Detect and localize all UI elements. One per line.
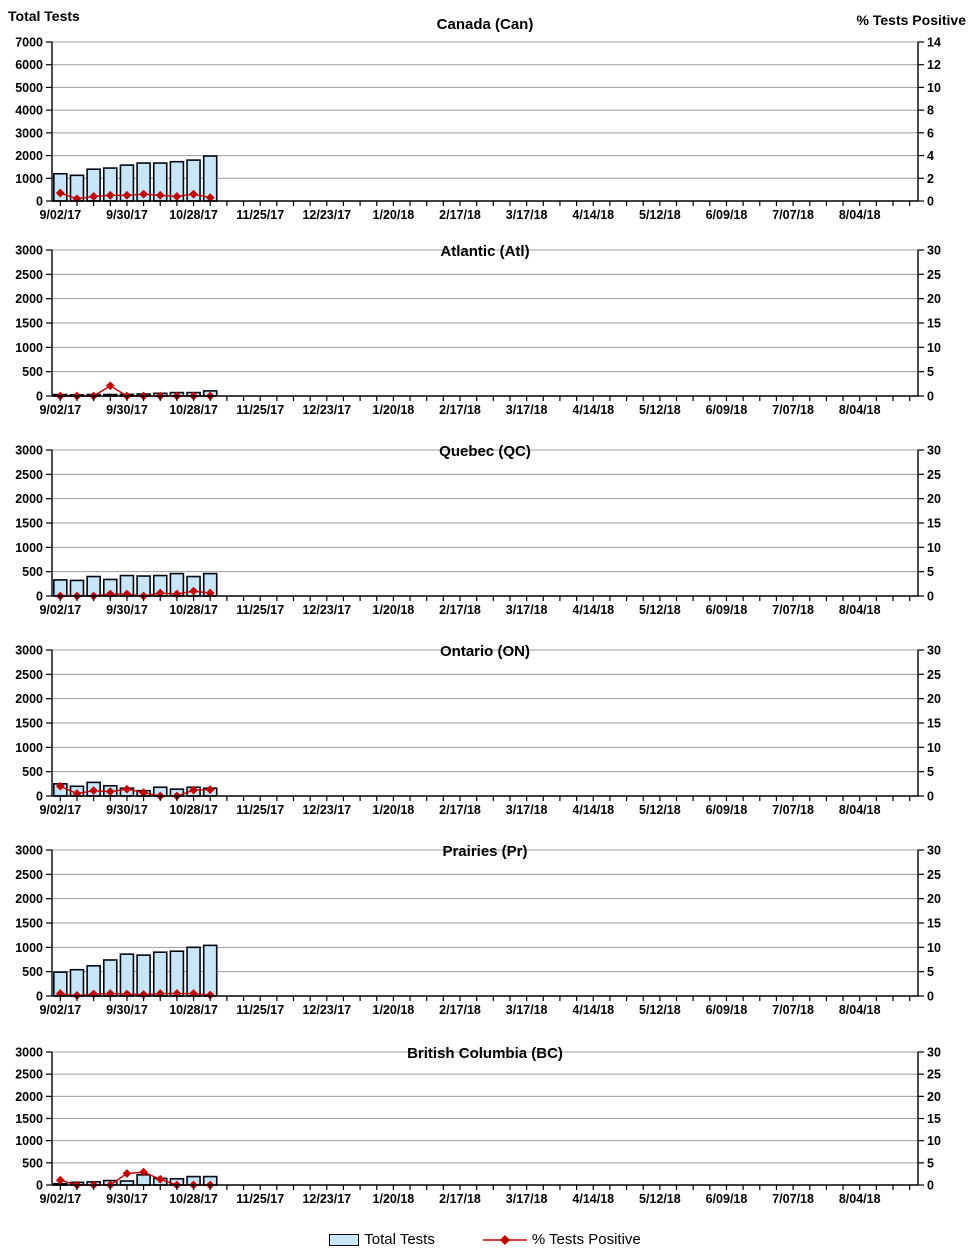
svg-text:10/28/17: 10/28/17 <box>169 803 218 817</box>
svg-text:2: 2 <box>927 171 934 186</box>
svg-text:14: 14 <box>927 35 941 50</box>
svg-text:0: 0 <box>927 389 934 404</box>
svg-text:25: 25 <box>927 667 941 682</box>
svg-text:5/12/18: 5/12/18 <box>639 1192 681 1206</box>
svg-text:7/07/18: 7/07/18 <box>772 803 814 817</box>
svg-text:2000: 2000 <box>15 149 43 164</box>
svg-text:1/20/18: 1/20/18 <box>372 1192 415 1206</box>
svg-text:7/07/18: 7/07/18 <box>772 1003 814 1017</box>
svg-text:1/20/18: 1/20/18 <box>372 1003 415 1017</box>
svg-text:2/17/18: 2/17/18 <box>439 208 481 222</box>
svg-text:9/02/17: 9/02/17 <box>39 1192 82 1206</box>
svg-text:2000: 2000 <box>15 292 43 307</box>
svg-text:4/14/18: 4/14/18 <box>572 1192 615 1206</box>
chart-british-columbia <box>0 1035 970 1221</box>
svg-text:10: 10 <box>927 1134 941 1149</box>
svg-text:Canada (Can): Canada (Can) <box>436 16 534 33</box>
svg-text:5/12/18: 5/12/18 <box>639 403 681 417</box>
svg-text:12/23/17: 12/23/17 <box>302 403 352 417</box>
svg-text:1000: 1000 <box>15 171 43 186</box>
svg-text:10: 10 <box>927 940 941 955</box>
svg-text:25: 25 <box>927 867 941 882</box>
svg-text:10/28/17: 10/28/17 <box>169 603 218 617</box>
svg-text:9/02/17: 9/02/17 <box>39 603 82 617</box>
svg-text:8/04/18: 8/04/18 <box>838 208 881 222</box>
svg-text:0: 0 <box>927 789 934 804</box>
svg-text:10/28/17: 10/28/17 <box>169 403 218 417</box>
svg-text:2000: 2000 <box>15 892 43 907</box>
svg-text:6/09/18: 6/09/18 <box>705 403 748 417</box>
svg-text:3/17/18: 3/17/18 <box>505 603 548 617</box>
svg-text:20: 20 <box>927 692 941 707</box>
svg-text:1/20/18: 1/20/18 <box>372 803 415 817</box>
svg-text:11/25/17: 11/25/17 <box>236 603 285 617</box>
svg-text:12/23/17: 12/23/17 <box>302 1192 352 1206</box>
svg-text:6/09/18: 6/09/18 <box>705 208 748 222</box>
svg-text:1000: 1000 <box>15 740 43 755</box>
svg-text:20: 20 <box>927 892 941 907</box>
svg-text:Ontario (ON): Ontario (ON) <box>440 643 530 660</box>
svg-text:25: 25 <box>927 467 941 482</box>
svg-text:4/14/18: 4/14/18 <box>572 803 615 817</box>
svg-text:20: 20 <box>927 292 941 307</box>
svg-text:5: 5 <box>927 365 934 380</box>
svg-text:3/17/18: 3/17/18 <box>505 1003 548 1017</box>
svg-text:500: 500 <box>22 965 43 980</box>
svg-text:3000: 3000 <box>15 1045 43 1060</box>
svg-text:0: 0 <box>927 1178 934 1193</box>
atlantic-chart-svg <box>0 235 970 435</box>
svg-text:3000: 3000 <box>15 443 43 458</box>
svg-text:15: 15 <box>927 916 941 931</box>
svg-text:25: 25 <box>927 267 941 282</box>
legend-pct-positive <box>483 1231 641 1249</box>
svg-text:0: 0 <box>36 194 43 209</box>
svg-text:6/09/18: 6/09/18 <box>705 1192 748 1206</box>
svg-text:9/30/17: 9/30/17 <box>106 803 148 817</box>
svg-text:10: 10 <box>927 540 941 555</box>
svg-text:2000: 2000 <box>15 692 43 707</box>
svg-text:1500: 1500 <box>15 916 43 931</box>
svg-text:5/12/18: 5/12/18 <box>639 603 681 617</box>
svg-text:3/17/18: 3/17/18 <box>505 803 548 817</box>
svg-text:7000: 7000 <box>15 35 43 50</box>
svg-text:3/17/18: 3/17/18 <box>505 403 548 417</box>
svg-text:1/20/18: 1/20/18 <box>372 603 415 617</box>
chart-quebec <box>0 435 970 635</box>
svg-text:10/28/17: 10/28/17 <box>169 1192 218 1206</box>
legend-pct-positive-label: % Tests Positive <box>531 1231 641 1248</box>
svg-text:30: 30 <box>927 643 941 658</box>
svg-text:8/04/18: 8/04/18 <box>838 1192 881 1206</box>
svg-text:15: 15 <box>927 1112 941 1126</box>
svg-text:7/07/18: 7/07/18 <box>772 403 814 417</box>
svg-text:Quebec (QC): Quebec (QC) <box>439 443 531 460</box>
svg-text:1500: 1500 <box>15 1112 43 1126</box>
svg-text:12/23/17: 12/23/17 <box>302 208 352 222</box>
svg-text:10/28/17: 10/28/17 <box>169 208 218 222</box>
svg-text:6000: 6000 <box>15 58 43 73</box>
quebec-chart-svg <box>0 435 970 635</box>
svg-text:9/30/17: 9/30/17 <box>106 1003 148 1017</box>
svg-text:500: 500 <box>22 565 43 580</box>
svg-text:11/25/17: 11/25/17 <box>236 803 285 817</box>
svg-text:500: 500 <box>22 765 43 780</box>
svg-text:6/09/18: 6/09/18 <box>705 803 748 817</box>
svg-text:Atlantic (Atl): Atlantic (Atl) <box>440 243 530 260</box>
svg-text:11/25/17: 11/25/17 <box>236 403 285 417</box>
svg-text:8/04/18: 8/04/18 <box>838 1003 881 1017</box>
svg-text:1000: 1000 <box>15 540 43 555</box>
svg-text:4000: 4000 <box>15 103 43 118</box>
svg-text:15: 15 <box>927 316 941 331</box>
svg-text:3000: 3000 <box>15 843 43 858</box>
svg-text:7/07/18: 7/07/18 <box>772 208 814 222</box>
svg-text:0: 0 <box>36 589 43 604</box>
svg-text:12: 12 <box>927 58 941 73</box>
ontario-chart-svg <box>0 635 970 835</box>
svg-text:7/07/18: 7/07/18 <box>772 1192 814 1206</box>
svg-text:4: 4 <box>927 149 934 164</box>
svg-text:8/04/18: 8/04/18 <box>838 803 881 817</box>
svg-text:9/30/17: 9/30/17 <box>106 208 148 222</box>
svg-text:12/23/17: 12/23/17 <box>302 803 352 817</box>
pct-positive-line-icon <box>483 1234 527 1246</box>
svg-text:10: 10 <box>927 340 941 355</box>
legend-total-tests-label: Total Tests <box>364 1231 435 1248</box>
svg-text:9/30/17: 9/30/17 <box>106 603 148 617</box>
svg-text:9/02/17: 9/02/17 <box>39 1003 82 1017</box>
chart-atlantic <box>0 235 970 435</box>
svg-text:11/25/17: 11/25/17 <box>236 208 285 222</box>
svg-text:3000: 3000 <box>15 243 43 258</box>
svg-text:25: 25 <box>927 1067 941 1082</box>
svg-text:2/17/18: 2/17/18 <box>439 803 481 817</box>
svg-text:0: 0 <box>36 389 43 404</box>
svg-text:10: 10 <box>927 80 941 95</box>
svg-text:3/17/18: 3/17/18 <box>505 1192 548 1206</box>
svg-text:12/23/17: 12/23/17 <box>302 1003 352 1017</box>
svg-text:4/14/18: 4/14/18 <box>572 208 615 222</box>
svg-text:6: 6 <box>927 126 934 141</box>
legend-total-tests <box>329 1231 435 1249</box>
svg-text:2500: 2500 <box>15 267 43 282</box>
svg-text:4/14/18: 4/14/18 <box>572 603 615 617</box>
svg-text:2/17/18: 2/17/18 <box>439 1192 481 1206</box>
svg-text:500: 500 <box>22 365 43 380</box>
svg-text:8: 8 <box>927 103 934 118</box>
right-axis-title: % Tests Positive <box>856 12 966 28</box>
svg-text:0: 0 <box>927 194 934 209</box>
svg-text:1500: 1500 <box>15 716 43 731</box>
svg-text:8/04/18: 8/04/18 <box>838 403 881 417</box>
svg-text:1000: 1000 <box>15 340 43 355</box>
svg-text:4/14/18: 4/14/18 <box>572 1003 615 1017</box>
svg-text:12/23/17: 12/23/17 <box>302 603 352 617</box>
svg-text:1/20/18: 1/20/18 <box>372 403 415 417</box>
chart-prairies <box>0 835 970 1035</box>
svg-text:0: 0 <box>36 789 43 804</box>
svg-text:9/30/17: 9/30/17 <box>106 1192 148 1206</box>
canada-chart-svg <box>0 0 970 235</box>
svg-text:1500: 1500 <box>15 516 43 531</box>
svg-text:5: 5 <box>927 765 934 780</box>
british-columbia-chart-svg <box>0 1035 970 1221</box>
svg-text:20: 20 <box>927 1089 941 1104</box>
svg-text:5/12/18: 5/12/18 <box>639 1003 681 1017</box>
prairies-chart-svg <box>0 835 970 1035</box>
svg-text:5: 5 <box>927 1156 934 1171</box>
svg-text:30: 30 <box>927 843 941 858</box>
svg-text:2500: 2500 <box>15 667 43 682</box>
svg-text:30: 30 <box>927 443 941 458</box>
svg-text:2/17/18: 2/17/18 <box>439 603 481 617</box>
svg-text:7/07/18: 7/07/18 <box>772 603 814 617</box>
svg-text:8/04/18: 8/04/18 <box>838 603 881 617</box>
svg-text:5/12/18: 5/12/18 <box>639 208 681 222</box>
svg-text:9/02/17: 9/02/17 <box>39 403 82 417</box>
svg-text:1000: 1000 <box>15 940 43 955</box>
svg-text:5: 5 <box>927 965 934 980</box>
total-tests-swatch-icon <box>329 1234 359 1246</box>
svg-text:2000: 2000 <box>15 492 43 507</box>
svg-text:0: 0 <box>927 989 934 1004</box>
svg-text:1/20/18: 1/20/18 <box>372 208 415 222</box>
svg-text:1000: 1000 <box>15 1134 43 1149</box>
svg-text:3000: 3000 <box>15 643 43 658</box>
svg-text:5000: 5000 <box>15 80 43 95</box>
svg-text:Prairies (Pr): Prairies (Pr) <box>442 843 528 860</box>
svg-text:6/09/18: 6/09/18 <box>705 1003 748 1017</box>
svg-text:0: 0 <box>36 989 43 1004</box>
svg-text:0: 0 <box>36 1178 43 1193</box>
chart-ontario <box>0 635 970 835</box>
svg-text:2/17/18: 2/17/18 <box>439 403 481 417</box>
svg-text:3/17/18: 3/17/18 <box>505 208 548 222</box>
svg-text:2500: 2500 <box>15 867 43 882</box>
svg-text:15: 15 <box>927 716 941 731</box>
svg-text:9/02/17: 9/02/17 <box>39 208 82 222</box>
svg-text:30: 30 <box>927 1045 941 1060</box>
left-axis-title: Total Tests <box>8 8 80 24</box>
svg-text:2500: 2500 <box>15 467 43 482</box>
svg-text:British Columbia (BC): British Columbia (BC) <box>407 1045 563 1062</box>
svg-text:5/12/18: 5/12/18 <box>639 803 681 817</box>
svg-text:2000: 2000 <box>15 1089 43 1104</box>
svg-text:4/14/18: 4/14/18 <box>572 403 615 417</box>
svg-text:500: 500 <box>22 1156 43 1171</box>
chart-canada <box>0 0 970 235</box>
svg-text:5: 5 <box>927 565 934 580</box>
svg-text:20: 20 <box>927 492 941 507</box>
svg-text:15: 15 <box>927 516 941 531</box>
svg-text:9/30/17: 9/30/17 <box>106 403 148 417</box>
svg-text:1500: 1500 <box>15 316 43 331</box>
svg-text:0: 0 <box>927 589 934 604</box>
svg-text:11/25/17: 11/25/17 <box>236 1192 285 1206</box>
svg-text:3000: 3000 <box>15 126 43 141</box>
svg-text:2/17/18: 2/17/18 <box>439 1003 481 1017</box>
svg-text:30: 30 <box>927 243 941 258</box>
svg-text:10/28/17: 10/28/17 <box>169 1003 218 1017</box>
svg-text:11/25/17: 11/25/17 <box>236 1003 285 1017</box>
svg-text:9/02/17: 9/02/17 <box>39 803 82 817</box>
svg-text:10: 10 <box>927 740 941 755</box>
svg-text:6/09/18: 6/09/18 <box>705 603 748 617</box>
legend <box>0 1221 970 1259</box>
svg-text:2500: 2500 <box>15 1067 43 1082</box>
